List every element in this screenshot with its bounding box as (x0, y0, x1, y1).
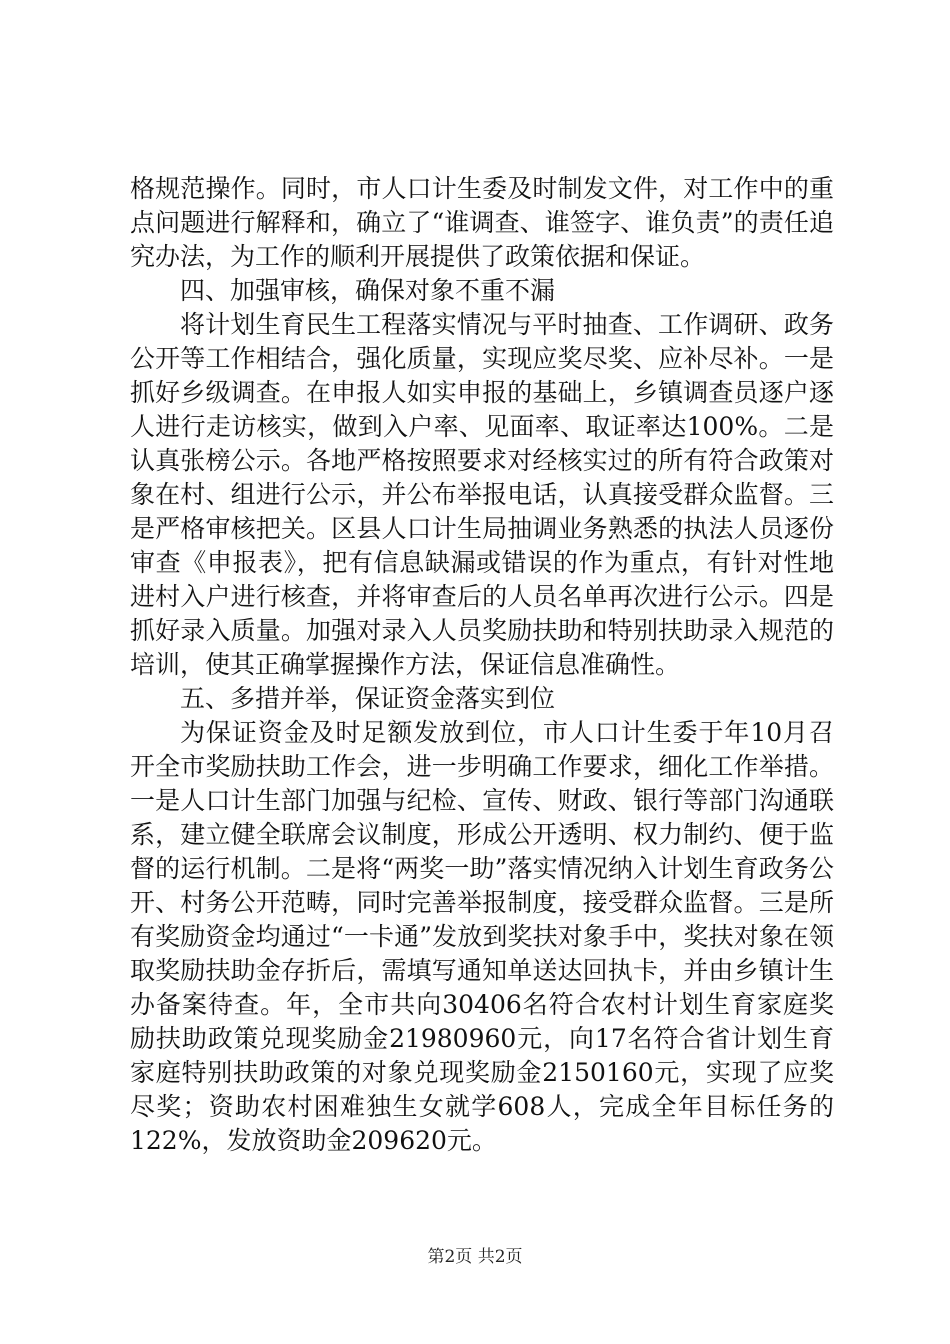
page-footer: 第2页 共2页 (427, 1247, 523, 1267)
document-body (130, 172, 834, 1158)
paragraph-audit: 将计划生育民生工程落实情况与平时抽查、工作调研、政务公开等工作相结合，强化质量，实现应奖尽奖、应补尽补。一是抓好乡级调查。在申报人如实申报的基础上，乡镇调查员逐户逐人进行走访核实，做到入户率、见面率、取证率达100%。二是认真张榜公示。各地严格按照要求对经核实过的所有符合政策对象在村、组进行公示，并公布举报电话，认真接受群众监督。三是严格审核把关。区县人口计生局抽调业务熟悉的执法人员逐份审查《申报表》，把有信息缺漏或错误的作为重点，有针对性地进村入户进行核查，并将审查后的人员名单再次进行公示。四是抓好录入质量。加强对录入人员奖励扶助和特别扶助录入规范的培训，使其正确掌握操作方法，保证信息准确性。 (130, 310, 834, 679)
section-heading-five: 五、多措并举，保证资金落实到位 (180, 684, 556, 713)
paragraph-funding: 为保证资金及时足额发放到位，市人口计生委于年10月召开全市奖励扶助工作会，进一步明确工作要求，细化工作举措。一是人口计生部门加强与纪检、宣传、财政、银行等部门沟通联系，建立健全联席会议制度，形成公开透明、权力制约、便于监督的运行机制。二是将“两奖一助”落实情况纳入计划生育政务公开、村务公开范畴，同时完善举报制度，接受群众监督。三是所有奖励资金均通过“一卡通”发放到奖扶对象手中，奖扶对象在领取奖励扶助金存折后，需填写通知单送达回执卡，并由乡镇计生办备案待查。年，全市共向30406名符合农村计划生育家庭奖励扶助政策兑现奖励金21980960元，向17名符合省计划生育家庭特别扶助政策的对象兑现奖励金2150160元，实现了应奖尽奖；资助农村困难独生女就学608人，完成全年目标任务的122%，发放资助金209620元。 (130, 718, 834, 1155)
section-heading-four: 四、加强审核，确保对象不重不漏 (180, 276, 556, 305)
paragraph-continuation: 格规范操作。同时，市人口计生委及时制发文件，对工作中的重点问题进行解释和，确立了“谁调查、谁签字、谁负责”的责任追究办法，为工作的顺利开展提供了政策依据和保证。 (130, 174, 834, 271)
